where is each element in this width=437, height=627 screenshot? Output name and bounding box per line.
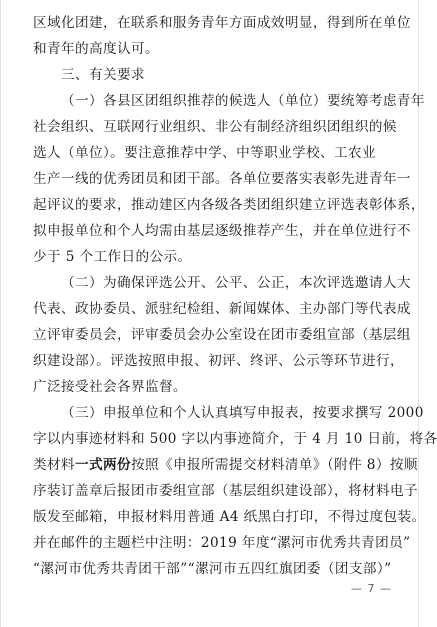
- paragraph-line: 广泛接受社会各界监督。: [33, 379, 187, 395]
- paragraph-line: 选人（单位）。要注意推荐中学、中等职业学校、工农业: [33, 145, 377, 161]
- paragraph-line: 代表、政协委员、派驻纪检组、新闻媒体、主办部门等代表成: [33, 301, 411, 317]
- paragraph-line: 区域化团建，在联系和服务青年方面成效明显，得到所在单位: [33, 15, 411, 31]
- section-heading: 三、有关要求: [61, 67, 145, 83]
- paragraph-line: 字以内事迹材料和 500 字以内事迹简介，于 4 月 10 日前，将各: [33, 431, 437, 447]
- paragraph-line: [33, 452, 418, 478]
- paragraph-line: 立评审委员会，评审委员会办公室设在团市委组宣部（基层组: [33, 327, 411, 343]
- bold-text-run: 一式两份: [74, 457, 131, 473]
- paragraph-line: 序装订盖章后报团市委组宣部（基层组织建设部），将材料电子: [33, 483, 419, 499]
- text-run: 按照《申报所需提交材料清单》（附件 8）按顺: [130, 457, 418, 473]
- paragraph-line: 拟申报单位和个人均需由基层逐级推荐产生，并在单位进行不: [33, 223, 411, 239]
- paragraph-line: 起评议的要求，推动建区内各级各类团组织建立评选表彰体系，: [33, 197, 425, 213]
- text-run: 类材料: [33, 457, 75, 473]
- document-body: [33, 10, 437, 582]
- page-number: — 7 —: [351, 582, 392, 595]
- paragraph-line: （二）为确保评选公开、公平、公正，本次评选邀请人大: [61, 275, 411, 291]
- paragraph-line: 并在邮件的主题栏中注明：2019 年度“漯河市优秀共青团员”: [33, 535, 411, 551]
- paragraph-line: （三）申报单位和个人认真填写申报表，按要求撰写 2000: [61, 405, 424, 421]
- paragraph-line: （一）各县区团组织推荐的候选人（单位）要统筹考虑青年: [61, 93, 425, 109]
- paragraph-line: 社会组织、互联网行业组织、非公有制经济组织团组织的候: [33, 119, 397, 135]
- paragraph-line: 和青年的高度认可。: [33, 41, 159, 57]
- paragraph-line: 织建设部）。评选按照申报、初评、终评、公示等环节进行，: [33, 353, 405, 369]
- paragraph-line: “漯河市优秀共青团干部”“漯河市五四红旗团委（团支部）”: [33, 561, 392, 577]
- paragraph-line: 生产一线的优秀团员和团干部。各单位要落实表彰先进青年一: [33, 171, 411, 187]
- paragraph-line: 少于 5 个工作日的公示。: [33, 249, 192, 265]
- paragraph-line: 版发至邮箱，申报材料用普通 A4 纸黑白打印，不得过度包装。: [33, 509, 426, 525]
